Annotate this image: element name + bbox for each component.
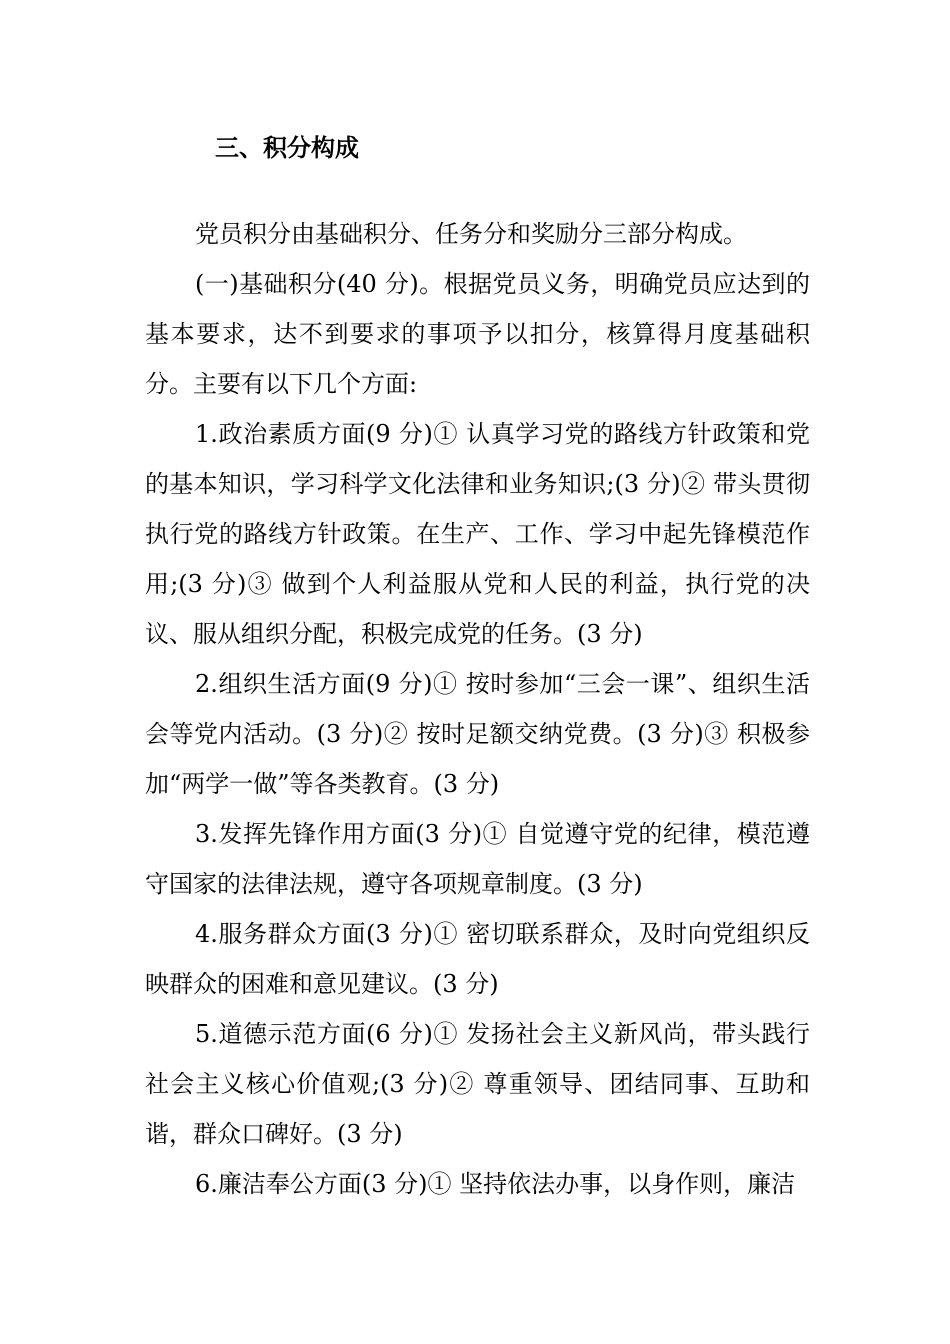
paragraph-intro: 党员积分由基础积分、任务分和奖励分三部分构成。 xyxy=(195,220,747,248)
document-body xyxy=(145,209,810,1209)
paragraph-political-quality: 1.政治素质方面(9 分)① 认真学习党的路线方针政策和党的基本知识，学习科学文化法律和业务知识;(3 分)② 带头贯彻执行党的路线方针政策。在生产、工作、学习中起先锋模范作用;(3 分)③ 做到个人利益服从党和人民的利益，执行党的决议、服从组织分配，积极完成党的任务。(3 分) xyxy=(145,420,810,648)
paragraph-moral-example: 5.道德示范方面(6 分)① 发扬社会主义新风尚，带头践行社会主义核心价值观;(3 分)② 尊重领导、团结同事、互助和谐，群众口碑好。(3 分) xyxy=(145,1020,810,1148)
paragraph-integrity: 6.廉洁奉公方面(3 分)① 坚持依法办事，以身作则，廉洁 xyxy=(195,1170,796,1198)
paragraph-organization-life: 2.组织生活方面(9 分)① 按时参加“三会一课”、组织生活会等党内活动。(3 分)② 按时足额交纳党费。(3 分)③ 积极参加“两学一做”等各类教育。(3 分) xyxy=(145,670,810,798)
paragraph-basic-points: (一)基础积分(40 分)。根据党员义务，明确党员应达到的基本要求，达不到要求的事项予以扣分，核算得月度基础积分。主要有以下几个方面: xyxy=(145,270,810,398)
section-heading: 三、积分构成 xyxy=(215,134,359,162)
paragraph-serve-masses: 4.服务群众方面(3 分)① 密切联系群众，及时向党组织反映群众的困难和意见建议。(3 分) xyxy=(145,920,810,998)
paragraph-vanguard-role: 3.发挥先锋作用方面(3 分)① 自觉遵守党的纪律，模范遵守国家的法律法规，遵守各项规章制度。(3 分) xyxy=(145,820,810,898)
